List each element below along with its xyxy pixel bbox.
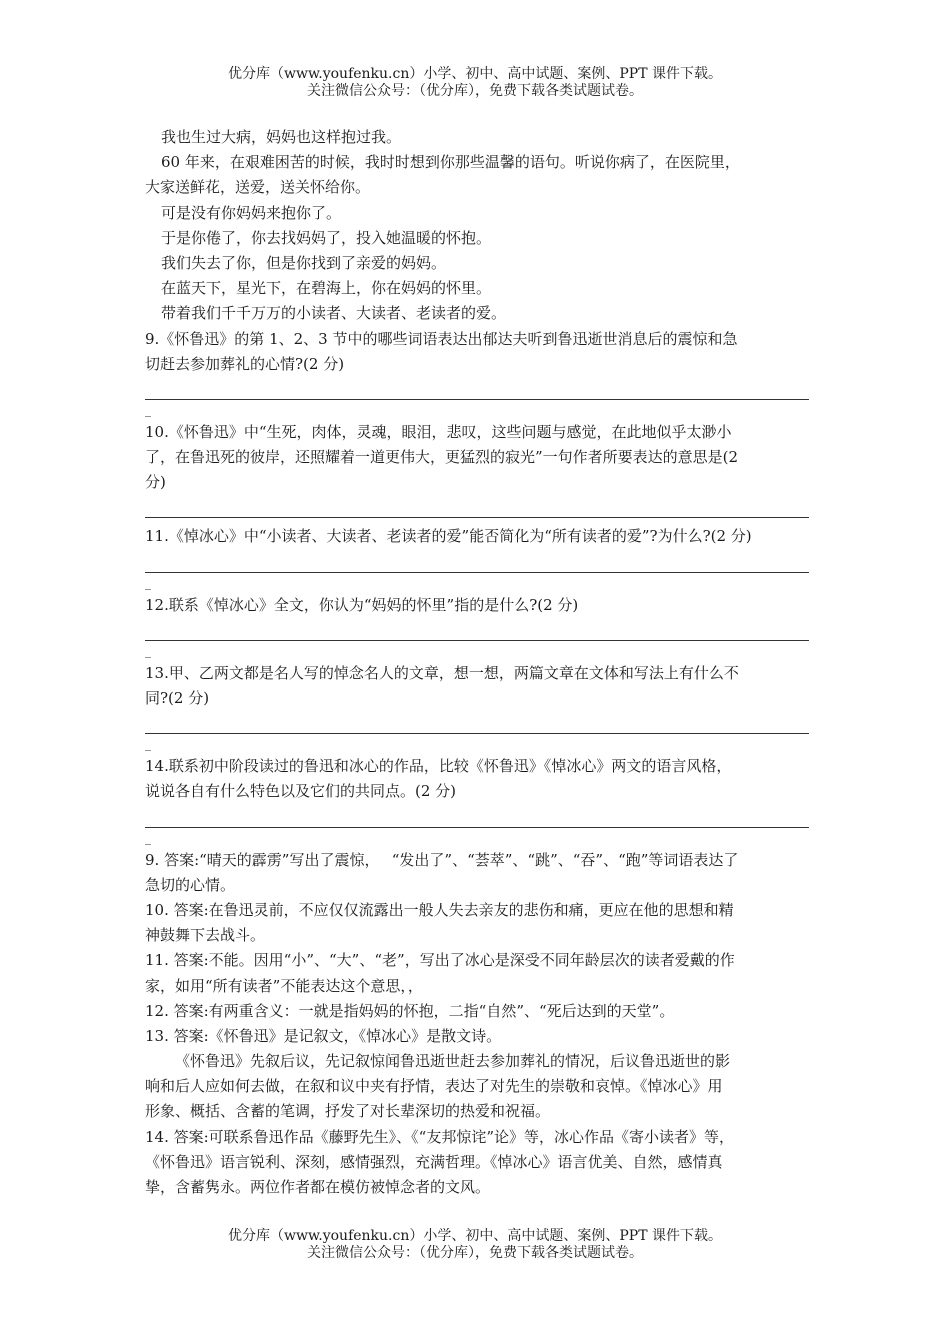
poem-line: 在蓝天下，星光下，在碧海上，你在妈妈的怀里。 — [161, 279, 492, 298]
question-text: 同?(2 分) — [145, 689, 210, 707]
question-text: 9.《怀鲁迅》的第 1、2、3 节中的哪些词语表达出郁达夫听到鲁迅逝世消息后的震惊和急 — [145, 329, 738, 348]
answer-dash: _ — [145, 737, 151, 752]
poem-line: 大家送鲜花，送爱，送关怀给你。 — [145, 178, 371, 197]
page-header — [0, 66, 950, 100]
answer-text: 神鼓舞下去战斗。 — [145, 926, 266, 945]
answer-dash: _ — [145, 643, 151, 658]
poem-line: 可是没有你妈妈来抱你了。 — [161, 203, 342, 222]
question-text: 了，在鲁迅死的彼岸，还照耀着一道更伟大，更猛烈的寂光”一句作者所要表达的意思是(2 — [145, 448, 739, 467]
poem-line: 带着我们千千万万的小读者、大读者、老读者的爱。 — [161, 304, 507, 323]
question-text: 11.《悼冰心》中“小读者、大读者、老读者的爱”能否简化为“所有读者的爱”?为什么?(2 分) — [145, 527, 752, 546]
question-10 — [145, 420, 809, 525]
answer-dash: _ — [145, 830, 151, 845]
poem-line: 60 年来，在艰难困苦的时候，我时时想到你那些温馨的语句。听说你病了，在医院里， — [161, 153, 740, 172]
answer-text: 10. 答案:在鲁迅灵前，不应仅仅流露出一般人失去亲友的悲伤和痛，更应在他的思想和精 — [145, 900, 734, 919]
poem-line: 我也生过大病，妈妈也这样抱过我。 — [161, 128, 402, 146]
question-text: 说说各自有什么特色以及它们的共同点。(2 分) — [145, 782, 457, 801]
question-text: 10.《怀鲁迅》中“生死，肉体，灵魂，眼泪，悲叹，这些问题与感觉，在此地似乎太渺小 — [145, 422, 732, 441]
answer-line[interactable] — [145, 552, 809, 573]
answer-line[interactable] — [145, 620, 809, 641]
question-13 — [145, 661, 809, 754]
question-text: 12.联系《悼冰心》全文，你认为“妈妈的怀里”指的是什么?(2 分) — [145, 595, 579, 614]
answer-text: 9. 答案:“晴天的霹雳”写出了震惊， “发出了”、“荟萃”、“跳”、“吞”、“跑”等词语表达了 — [145, 850, 739, 869]
answer-text: 《怀鲁迅》语言锐利、深刻，感情强烈，充满哲理。《悼冰心》语言优美、自然，感情真 — [145, 1152, 723, 1171]
answer-text: 12. 答案:有两重含义：一就是指妈妈的怀抱，二指“自然”、“死后达到的天堂”。 — [145, 1001, 675, 1020]
question-text: 分) — [145, 473, 166, 492]
answer-line[interactable] — [145, 713, 809, 734]
answer-text: 挚，含蓄隽永。两位作者都在模仿被悼念者的文风。 — [145, 1178, 491, 1196]
document-body — [145, 125, 809, 1200]
header-line-1: 优分库（www.youfenku.cn）小学、初中、高中试题、案例、PPT 课件下载。 — [227, 66, 722, 82]
page-footer — [0, 1228, 950, 1262]
poem-excerpt — [145, 125, 809, 327]
header-line-2: 关注微信公众号：（优分库），免费下载各类试题试卷。 — [307, 83, 643, 99]
answer-text: 11. 答案:不能。因用“小”、“大”、“老”，写出了冰心是深受不同年龄层次的读者爱戴的作 — [145, 951, 735, 970]
question-12 — [145, 593, 809, 661]
footer-line-1: 优分库（www.youfenku.cn）小学、初中、高中试题、案例、PPT 课件下载。 — [227, 1228, 722, 1244]
answer-text: 14. 答案:可联系鲁迅作品《藤野先生》、《“友邦惊诧”论》等，冰心作品《寄小读者》等， — [145, 1127, 735, 1146]
question-14 — [145, 754, 809, 847]
question-text: 14.联系初中阶段读过的鲁迅和冰心的作品，比较《怀鲁迅》《悼冰心》两文的语言风格， — [145, 757, 732, 776]
answer-dash: _ — [145, 402, 151, 417]
footer-line-2: 关注微信公众号：（优分库），免费下载各类试题试卷。 — [307, 1245, 643, 1261]
question-text: 切赶去参加葬礼的心情?(2 分) — [145, 354, 345, 373]
question-9 — [145, 327, 809, 420]
question-text: 13.甲、乙两文都是名人写的悼念名人的文章，想一想，两篇文章在文体和写法上有什么不 — [145, 663, 739, 682]
answer-text: 《怀鲁迅》先叙后议，先记叙惊闻鲁迅逝世赶去参加葬礼的情况，后议鲁迅逝世的影 — [175, 1052, 731, 1071]
answer-line[interactable] — [145, 379, 809, 400]
answer-text: 急切的心情。 — [145, 875, 236, 894]
answer-text: 形象、概括、含蓄的笔调，抒发了对长辈深切的热爱和祝福。 — [145, 1102, 551, 1121]
answer-line[interactable] — [145, 807, 809, 828]
answer-text: 13. 答案:《怀鲁迅》是记叙文，《悼冰心》是散文诗。 — [145, 1026, 502, 1045]
answer-key — [145, 848, 809, 1201]
poem-line: 我们失去了你，但是你找到了亲爱的妈妈。 — [161, 253, 447, 272]
answer-text: 家，如用“所有读者”不能表达这个意思，， — [145, 976, 423, 995]
answer-line[interactable] — [145, 497, 809, 518]
answer-dash: _ — [145, 575, 151, 590]
question-11 — [145, 524, 809, 592]
answer-text: 响和后人应如何去做，在叙和议中夹有抒情，表达了对先生的崇敬和哀悼。《悼冰心》用 — [145, 1077, 723, 1096]
poem-line: 于是你倦了，你去找妈妈了，投入她温暖的怀抱。 — [161, 228, 492, 247]
